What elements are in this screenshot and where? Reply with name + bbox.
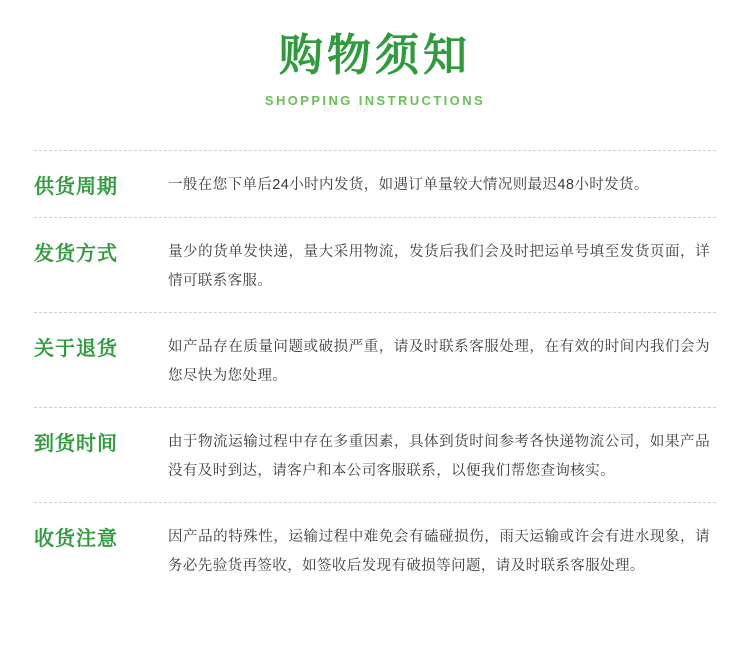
list-item [34, 407, 716, 502]
list-item [34, 502, 716, 597]
item-label: 发货方式 [34, 242, 118, 265]
page-header [0, 0, 750, 108]
list-item [34, 217, 716, 312]
item-text: 一般在您下单后24小时内发货，如遇订单量较大情况则最迟48小时发货。 [168, 176, 649, 193]
item-text: 因产品的特殊性，运输过程中难免会有磕碰损伤，雨天运输或许会有进水现象，请务必先验货再签收，如签收后发现有破损等问题，请及时联系客服处理。 [168, 528, 710, 574]
item-label: 到货时间 [34, 432, 118, 455]
item-label: 收货注意 [34, 527, 118, 550]
instructions-list [0, 150, 750, 597]
item-text: 量少的货单发快递，量大采用物流，发货后我们会及时把运单号填至发货页面，详情可联系客服。 [168, 243, 710, 289]
item-text: 由于物流运输过程中存在多重因素，具体到货时间参考各快递物流公司，如果产品没有及时到达，请客户和本公司客服联系，以便我们帮您查询核实。 [168, 433, 710, 479]
page-title: 购物须知 [279, 31, 471, 80]
page-subtitle: SHOPPING INSTRUCTIONS [264, 92, 486, 108]
list-item [34, 150, 716, 217]
item-label: 供货周期 [34, 175, 118, 198]
item-text: 如产品存在质量问题或破损严重，请及时联系客服处理，在有效的时间内我们会为您尽快为您处理。 [168, 338, 710, 384]
list-item [34, 312, 716, 407]
item-label: 关于退货 [34, 337, 118, 360]
